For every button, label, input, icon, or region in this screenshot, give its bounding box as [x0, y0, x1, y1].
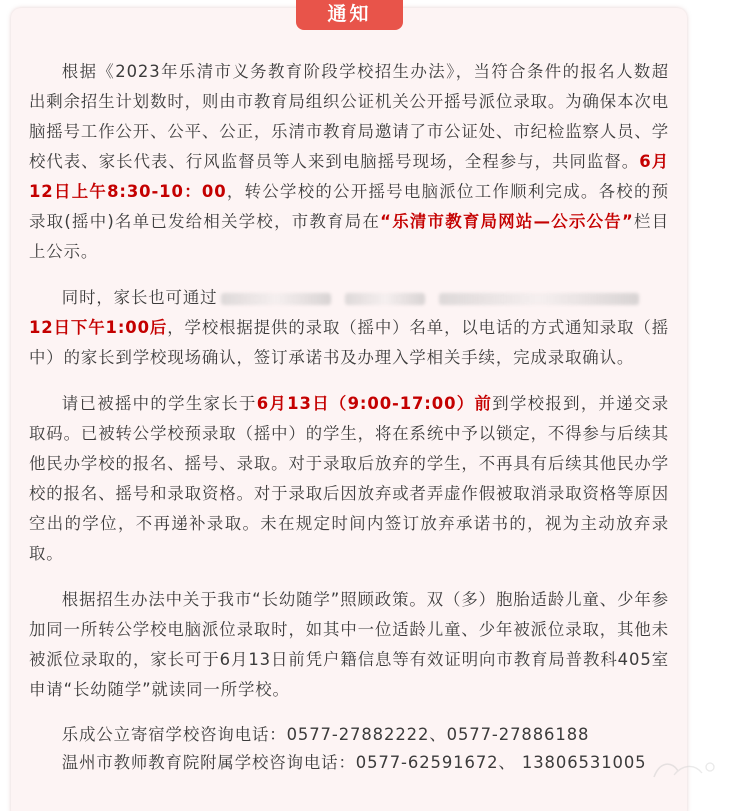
contact-line-lecheng: 乐成公立寄宿学校咨询电话：0577-27882222、0577-27886188	[61, 725, 590, 744]
paragraph-text: 同时，家长也可通过	[61, 288, 218, 307]
website-column-highlight: “乐清市教育局网站—公示公告”	[380, 212, 634, 231]
redacted-text	[345, 293, 425, 305]
watermark-logo	[648, 755, 722, 783]
paragraph-text: 到学校报到，并递交录取码。已被转公学校预录取（摇中）的学生，将在系统中予以锁定，不得参与后续其他民办学校的报名、摇号、录取。对于录取后放弃的学生，不再具有后续其他民办学校的报名、摇号和录取资格。对于录取后因放弃或者弄虚作假被取消录取资格等原因空出的学位，不再递补录取。未在规定时间内签订放弃承诺书的，视为主动放弃录取。	[29, 394, 669, 563]
paragraph-text: 根据《2023年乐清市义务教育阶段学校招生办法》，当符合条件的报名人数超出剩余招生计划数时，则由市教育局组织公证机关公开摇号派位录取。为确保本次电脑摇号工作公开、公平、公正，乐清市教育局邀请了市公证处、市纪检监察人员、学校代表、家长代表、行风监督员等人来到电脑摇号现场，全程参与，共同监督。	[29, 62, 669, 171]
paragraph-text: ，学校根据提供的录取（摇中）名单，以电话的方式通知录取（摇中）的家长到学校现场确认，签订承诺书及办理入学相关手续，完成录取确认。	[29, 318, 669, 367]
redacted-text	[221, 293, 331, 305]
contact-line-wenzhou: 温州市教师教育院附属学校咨询电话：0577-62591672、 13806531005	[61, 753, 647, 772]
redacted-text	[439, 293, 639, 305]
paragraph-registration-deadline	[29, 389, 669, 569]
paragraph-lottery-result	[29, 57, 669, 267]
paragraph-text: 根据招生办法中关于我市“长幼随学”照顾政策。双（多）胞胎适龄儿童、少年参加同一所转公学校电脑派位录取时，如其中一位适龄儿童、少年被派位录取，其他未被派位录取的，家长可于6月13日前凭户籍信息等有效证明向市教育局普教科405室申请“长幼随学”就读同一所学校。	[29, 590, 669, 699]
registration-time-highlight: 6月13日（9:00-17:00）前	[256, 394, 493, 413]
notification-time-highlight: 12日下午1:00后	[29, 318, 168, 337]
notice-title-tab: 通知	[296, 0, 403, 30]
paragraph-parent-notice	[29, 283, 669, 373]
paragraph-text: 栏目上公示。	[29, 212, 669, 261]
paragraph-text: 请已被摇中的学生家长于	[61, 394, 257, 413]
paragraph-text: ，转公学校的公开摇号电脑派位工作顺利完成。各校的预录取(摇中)名单已发给相关学校，市教育局在	[29, 182, 669, 231]
lottery-time-highlight: 6月12日上午8:30-10：00	[29, 152, 669, 201]
paragraph-sibling-policy	[29, 585, 669, 705]
notice-body	[29, 57, 669, 777]
